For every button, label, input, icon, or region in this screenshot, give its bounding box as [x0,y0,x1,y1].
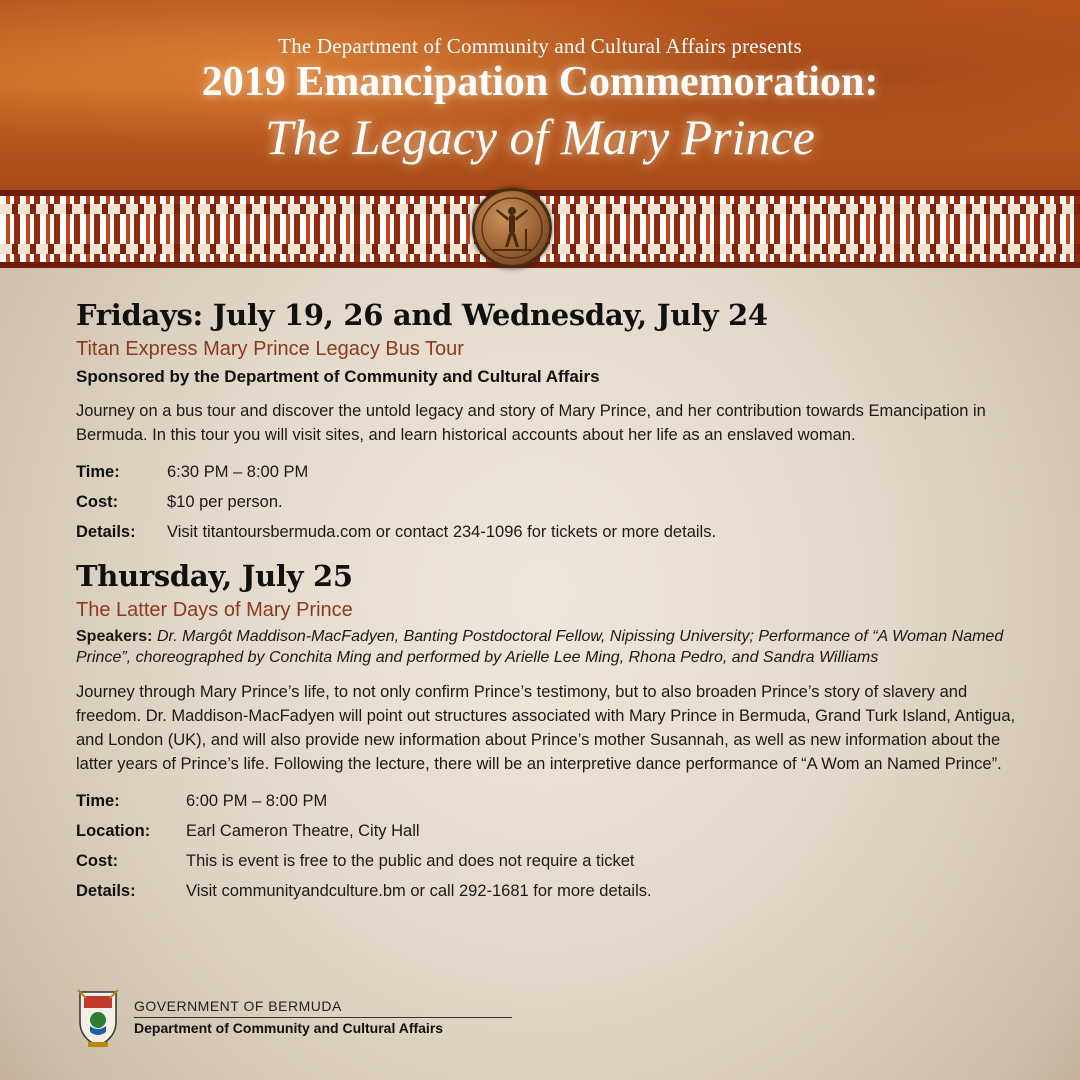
info-row-details [76,517,1026,547]
speakers-label: Speakers: [76,628,153,645]
info-value: $10 per person. [167,492,283,511]
info-label: Cost: [76,492,119,511]
footer [76,988,536,1050]
event-2-date: Thursday, July 25 [76,559,353,593]
footer-divider [134,1017,512,1018]
info-value: Earl Cameron Theatre, City Hall [186,821,420,840]
info-label: Cost: [76,851,119,870]
info-value: Visit communityandculture.bm or call 292-1681 for more details. [186,881,652,900]
event-1-sponsor: Sponsored by the Department of Community and Cultural Affairs [76,367,600,386]
event-1 [76,298,1026,547]
event-1-title: Titan Express Mary Prince Legacy Bus Tour [76,338,464,360]
info-label: Time: [76,462,120,481]
event-1-info [76,457,1026,547]
event-2-speakers [76,626,1026,668]
info-value: 6:00 PM – 8:00 PM [186,791,328,810]
presenter-line: The Department of Community and Cultural Affairs presents [278,34,802,58]
info-row-time [76,786,1026,816]
bermuda-coat-of-arms-icon [76,988,120,1050]
speakers-text: Dr. Margôt Maddison-MacFadyen, Banting Postdoctoral Fellow, Nipissing University; Performance of “A Woman Named Prince”, choreographed by Conchita Ming and performed by Arielle Lee Ming, Rhona Pedro, and Sandra Williams [76,628,1004,666]
info-value: This is event is free to the public and does not require a ticket [186,851,635,870]
department-name: Department of Community and Cultural Affairs [134,1020,444,1036]
info-label: Details: [76,522,136,541]
info-label: Details: [76,881,136,900]
info-row-cost [76,487,1026,517]
header-banner [0,0,1080,190]
info-row-details [76,876,1026,906]
event-1-date: Fridays: July 19, 26 and Wednesday, July 24 [76,298,768,332]
event-2-info [76,786,1026,906]
page-title: 2019 Emancipation Commemoration: [201,59,879,105]
event-1-description: Journey on a bus tour and discover the untold legacy and story of Mary Prince, and her contribution towards Emancipation in Bermuda. In this tour you will visit sites, and learn historical accounts about her life as an enslaved woman. [76,402,986,444]
government-name: GOVERNMENT OF BERMUDA [134,998,342,1014]
event-2-description: Journey through Mary Prince’s life, to not only confirm Prince’s testimony, but to also broaden Prince’s story of slavery and freedom. Dr. Maddison-MacFadyen will point out structures associated with Mary Prince in Bermuda, Grand Turk Island, Antigua, and London (UK), and will also provide new information about Prince’s mother Susannah, as well as new information about the latter years of Prince’s life. Following the lecture, there will be an interpretive dance performance of “A Wom an Named Prince”. [76,683,1016,773]
medallion-icon [472,188,552,268]
info-value: Visit titantoursbermuda.com or contact 234-1096 for tickets or more details. [167,522,717,541]
event-listing [76,298,1026,906]
info-row-location [76,816,1026,846]
event-2 [76,559,1026,906]
info-row-time [76,457,1026,487]
info-value: 6:30 PM – 8:00 PM [167,462,309,481]
event-2-title: The Latter Days of Mary Prince [76,599,353,621]
info-row-cost [76,846,1026,876]
info-label: Time: [76,791,120,810]
info-label: Location: [76,821,151,840]
page-subtitle: The Legacy of Mary Prince [265,109,815,165]
